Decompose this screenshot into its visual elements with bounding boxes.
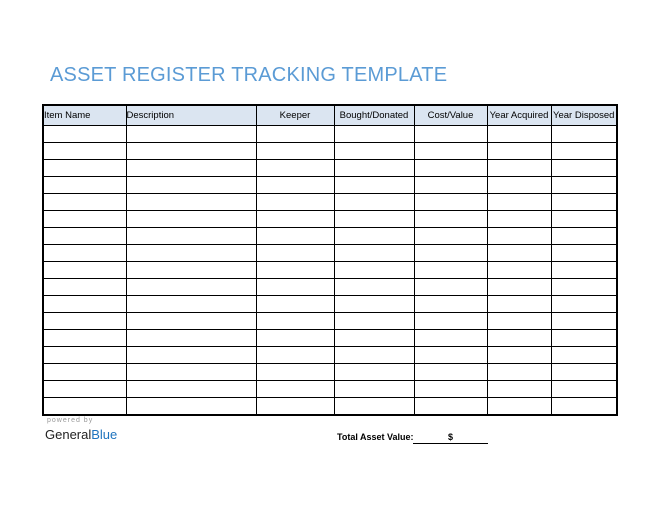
table-cell[interactable]	[43, 313, 126, 330]
table-cell[interactable]	[126, 296, 256, 313]
table-cell[interactable]	[487, 313, 551, 330]
table-cell[interactable]	[43, 160, 126, 177]
table-cell[interactable]	[43, 245, 126, 262]
column-header-cost-value: Cost/Value	[414, 105, 487, 126]
table-cell[interactable]	[551, 296, 617, 313]
table-cell[interactable]	[334, 262, 414, 279]
asset-register-table	[42, 104, 618, 416]
table-cell[interactable]	[414, 194, 487, 211]
table-cell[interactable]	[551, 211, 617, 228]
table-cell[interactable]	[551, 330, 617, 347]
column-header-year-acquired: Year Acquired	[487, 105, 551, 126]
table-cell[interactable]	[256, 143, 334, 160]
table-cell[interactable]	[126, 262, 256, 279]
table-cell[interactable]	[334, 398, 414, 416]
table-row	[43, 177, 617, 194]
table-cell[interactable]	[414, 313, 487, 330]
table-cell[interactable]	[487, 211, 551, 228]
table-cell[interactable]	[551, 262, 617, 279]
table-row	[43, 364, 617, 381]
table-cell[interactable]	[414, 279, 487, 296]
table-cell[interactable]	[43, 279, 126, 296]
table-header-row	[43, 105, 617, 126]
table-cell[interactable]	[256, 262, 334, 279]
table-cell[interactable]	[256, 313, 334, 330]
table-cell[interactable]	[414, 177, 487, 194]
table-cell[interactable]	[334, 296, 414, 313]
table-cell[interactable]	[551, 279, 617, 296]
table-cell[interactable]	[256, 211, 334, 228]
table-cell[interactable]	[334, 194, 414, 211]
table-cell[interactable]	[551, 398, 617, 416]
table-cell[interactable]	[487, 279, 551, 296]
table-cell[interactable]	[334, 160, 414, 177]
table-row	[43, 398, 617, 416]
table-cell[interactable]	[487, 126, 551, 143]
table-cell[interactable]	[487, 177, 551, 194]
table-row	[43, 381, 617, 398]
table-cell[interactable]	[487, 160, 551, 177]
table-cell[interactable]	[551, 194, 617, 211]
table-row	[43, 262, 617, 279]
table-row	[43, 228, 617, 245]
table-cell[interactable]	[334, 245, 414, 262]
table-cell[interactable]	[487, 364, 551, 381]
table-cell[interactable]	[126, 347, 256, 364]
table-cell[interactable]	[43, 398, 126, 416]
table-cell[interactable]	[334, 364, 414, 381]
table-cell[interactable]	[551, 313, 617, 330]
powered-by-text: powered by	[47, 417, 94, 424]
table-cell[interactable]	[43, 381, 126, 398]
table-cell[interactable]	[487, 228, 551, 245]
table-cell[interactable]	[334, 330, 414, 347]
table-cell[interactable]	[414, 143, 487, 160]
table-cell[interactable]	[256, 347, 334, 364]
table-cell[interactable]	[334, 177, 414, 194]
table-cell[interactable]	[334, 126, 414, 143]
table-cell[interactable]	[487, 381, 551, 398]
table-cell[interactable]	[487, 398, 551, 416]
table-cell[interactable]	[126, 194, 256, 211]
table-cell[interactable]	[126, 245, 256, 262]
table-row	[43, 160, 617, 177]
table-cell[interactable]	[126, 177, 256, 194]
table-cell[interactable]	[256, 194, 334, 211]
table-cell[interactable]	[334, 228, 414, 245]
table-cell[interactable]	[256, 296, 334, 313]
table-cell[interactable]	[43, 228, 126, 245]
table-cell[interactable]	[334, 279, 414, 296]
table-cell[interactable]	[256, 381, 334, 398]
table-cell[interactable]	[126, 313, 256, 330]
column-header-keeper: Keeper	[256, 105, 334, 126]
table-cell[interactable]	[256, 279, 334, 296]
table-cell[interactable]	[414, 245, 487, 262]
table-cell[interactable]	[126, 211, 256, 228]
brand-general-text: General	[45, 427, 92, 442]
table-body	[43, 126, 617, 416]
table-cell[interactable]	[334, 347, 414, 364]
table-cell[interactable]	[487, 262, 551, 279]
brand-blue-text: Blue	[91, 427, 118, 442]
table-cell[interactable]	[43, 177, 126, 194]
table-cell[interactable]	[487, 245, 551, 262]
table-cell[interactable]	[551, 381, 617, 398]
total-asset-value-field[interactable]: $	[413, 432, 488, 444]
table-cell[interactable]	[256, 330, 334, 347]
table-cell[interactable]	[43, 364, 126, 381]
table-cell[interactable]	[414, 211, 487, 228]
table-cell[interactable]	[43, 143, 126, 160]
table-cell[interactable]	[414, 330, 487, 347]
table-cell[interactable]	[414, 160, 487, 177]
table-row	[43, 143, 617, 160]
table-cell[interactable]	[487, 330, 551, 347]
table-row	[43, 126, 617, 143]
table-row	[43, 313, 617, 330]
table-cell[interactable]	[551, 160, 617, 177]
table-row	[43, 245, 617, 262]
table-cell[interactable]	[334, 381, 414, 398]
table-cell[interactable]	[256, 228, 334, 245]
table-cell[interactable]	[256, 177, 334, 194]
table-cell[interactable]	[551, 228, 617, 245]
table-cell[interactable]	[487, 347, 551, 364]
table-cell[interactable]	[414, 126, 487, 143]
table-cell[interactable]	[256, 364, 334, 381]
table-cell[interactable]	[334, 211, 414, 228]
table-cell[interactable]	[414, 381, 487, 398]
table-cell[interactable]	[126, 279, 256, 296]
table-cell[interactable]	[414, 347, 487, 364]
table-cell[interactable]	[43, 330, 126, 347]
table-cell[interactable]	[551, 143, 617, 160]
table-cell[interactable]	[43, 211, 126, 228]
column-header-year-disposed: Year Disposed	[551, 105, 617, 126]
table-cell[interactable]	[414, 398, 487, 416]
table-cell[interactable]	[126, 228, 256, 245]
table-cell[interactable]	[43, 296, 126, 313]
table-cell[interactable]	[551, 126, 617, 143]
column-header-item-name: Item Name	[43, 105, 126, 126]
brand-logo	[45, 427, 117, 442]
table-cell[interactable]	[551, 245, 617, 262]
table-cell[interactable]	[334, 313, 414, 330]
table-row	[43, 211, 617, 228]
table-cell[interactable]	[126, 381, 256, 398]
table-cell[interactable]	[551, 364, 617, 381]
table-cell[interactable]	[551, 177, 617, 194]
table-cell[interactable]	[256, 126, 334, 143]
table-cell[interactable]	[256, 398, 334, 416]
table-cell[interactable]	[126, 398, 256, 416]
table-cell[interactable]	[414, 296, 487, 313]
total-asset-value-label: Total Asset Value:	[337, 432, 414, 442]
table-cell[interactable]	[43, 126, 126, 143]
table-row	[43, 279, 617, 296]
table-cell[interactable]	[487, 194, 551, 211]
table-cell[interactable]	[126, 160, 256, 177]
table-cell[interactable]	[43, 262, 126, 279]
table-cell[interactable]	[43, 194, 126, 211]
table-cell[interactable]	[43, 347, 126, 364]
table-cell[interactable]	[334, 143, 414, 160]
page-title: ASSET REGISTER TRACKING TEMPLATE	[50, 64, 448, 86]
table-row	[43, 194, 617, 211]
column-header-bought-donated: Bought/Donated	[334, 105, 414, 126]
table-cell[interactable]	[414, 228, 487, 245]
table-cell[interactable]	[551, 347, 617, 364]
column-header-description: Description	[126, 105, 256, 126]
table-cell[interactable]	[256, 160, 334, 177]
table-cell[interactable]	[414, 262, 487, 279]
table-cell[interactable]	[487, 296, 551, 313]
table-cell[interactable]	[256, 245, 334, 262]
table-row	[43, 296, 617, 313]
table-row	[43, 330, 617, 347]
table-cell[interactable]	[126, 330, 256, 347]
table-cell[interactable]	[126, 126, 256, 143]
table-cell[interactable]	[126, 364, 256, 381]
table-cell[interactable]	[126, 143, 256, 160]
table-row	[43, 347, 617, 364]
table-cell[interactable]	[487, 143, 551, 160]
table-cell[interactable]	[414, 364, 487, 381]
